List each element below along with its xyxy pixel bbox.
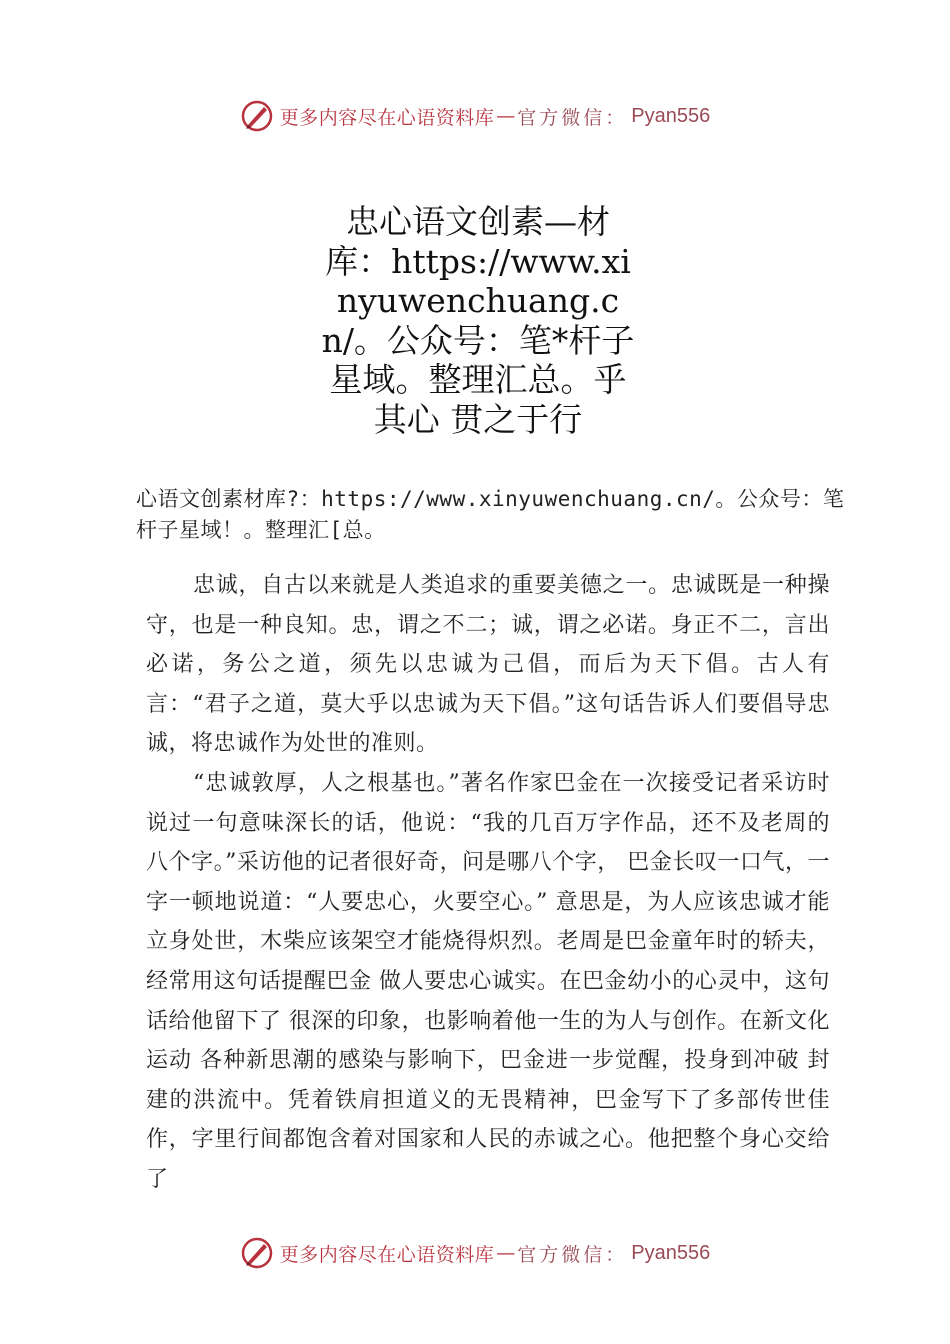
- article-body: [146, 566, 830, 1200]
- footer-banner: [0, 1233, 950, 1273]
- pen-logo-icon: [240, 1236, 274, 1270]
- banner-separator: —: [496, 1242, 516, 1264]
- banner-separator: —: [496, 105, 516, 127]
- wechat-label: 官方微信：: [517, 106, 628, 129]
- wechat-label: 官方微信：: [517, 1243, 628, 1266]
- document-subtitle: 心语文创素材库?：https://www.xinyuwenchuang.cn/。公众号：笔杆子星域！。整理汇[总。: [136, 487, 845, 542]
- banner-slogan: 更多内容尽在心语资料库: [279, 106, 495, 129]
- paragraph: “忠诚敦厚，人之根基也。”著名作家巴金在一次接受记者采访时说过一句意味深长的话，他说：“我的几百万字作品，还不及老周的八个字。”采访他的记者很好奇，问是哪八个字， 巴金长叹一口气，一字一顿地说道：“人要忠心，火要空心。” 意思是，为人应该忠诚才能立身处世，木柴应该架空才能烧得炽烈。老周是巴金童年时的轿夫，经常用这句话提醒巴金 做人要忠心诚实。在巴金幼小的心灵中，这句话给他留下了 很深的印象，也影响着他一生的为人与创作。在新文化运动 各种新思潮的感染与影响下，巴金进一步觉醒，投身到冲破 封建的洪流中。凭着铁肩担道义的无畏精神，巴金写下了多部传世佳作，字里行间都饱含着对国家和人民的赤诚之心。他把整个身心交给了: [146, 770, 830, 1192]
- wechat-id: Pyan556: [631, 1241, 711, 1264]
- paragraph: 忠诚，自古以来就是人类追求的重要美德之一。忠诚既是一种操守，也是一种良知。忠，谓之不二；诚，谓之必诺。身正不二，言出必诺，务公之道，须先以忠诚为己倡，而后为天下倡。古人有言：“君子之道，莫大乎以忠诚为天下倡。”这句话告诉人们要倡导忠诚，将忠诚作为处世的准则。: [146, 573, 830, 757]
- pen-logo-icon: [240, 99, 274, 133]
- document-title: 忠心语文创素—材库：https://www.xinyuwenchuang.cn/。公众号：笔*杆子星域。整理汇总。乎其心 贯之于行: [321, 202, 635, 439]
- header-banner: [0, 96, 950, 136]
- wechat-id: Pyan556: [631, 104, 711, 127]
- banner-slogan: 更多内容尽在心语资料库: [279, 1243, 495, 1266]
